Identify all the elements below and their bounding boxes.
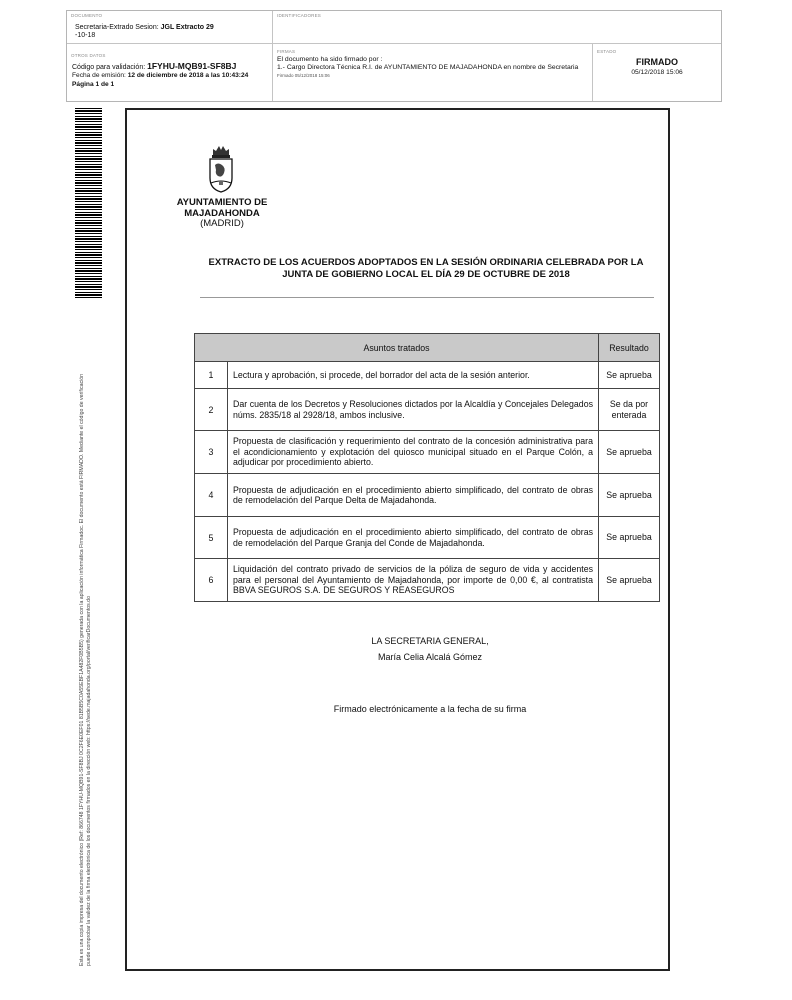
- document-title: [198, 257, 654, 281]
- row-result: Se aprueba: [599, 474, 660, 517]
- firmas-line2: 1.- Cargo Directora Técnica R.I. de AYUNTAMIENTO DE MAJADAHONDA en nombre de Secretaria: [277, 64, 579, 71]
- coat-of-arms-icon: [207, 145, 235, 193]
- validation-code: 1FYHU-MQB91-SF8BJ: [147, 61, 237, 71]
- estado-value: FIRMADO: [636, 57, 678, 67]
- table-header-row: [195, 334, 660, 362]
- organization-name: [168, 198, 276, 230]
- row-number: 5: [195, 517, 228, 559]
- signer-name: María Celia Alcalá Gómez: [377, 652, 483, 662]
- documento-prefix: Secretaria-Extrado Sesion:: [75, 24, 161, 31]
- row-result: Se aprueba: [599, 362, 660, 389]
- row-result: Se aprueba: [599, 517, 660, 559]
- estado-date: 05/12/2018 15:06: [631, 69, 683, 76]
- documento-value: [75, 24, 214, 40]
- title-rule: [200, 297, 654, 298]
- row-result: Se aprueba: [599, 431, 660, 474]
- documento-line2: -10-18: [75, 32, 96, 39]
- row-result: Se aprueba: [599, 559, 660, 602]
- side-legal-line1: Esta es una copia impresa del documento electrónico (Ref: 866748 1FYHU-MQB91-SF8BJ 0C2F6E0EF01 81B5B5C0A55EBF1A482F0B5B5) generada con la aplicación informática Firmadoc. El documento está FIRMADO. Mediante el código de verificación: [79, 374, 85, 966]
- row-number: 4: [195, 474, 228, 517]
- row-number: 2: [195, 389, 228, 431]
- otros-datos-label: OTROS DATOS: [71, 53, 106, 58]
- page-count: Página 1 de 1: [72, 81, 115, 88]
- side-legal-line2: puede comprobar la validez de la firma electrónica de los documentos firmados en la dirección web: https://sede.majadahonda.org/portal/verificarDocumentos.do: [85, 596, 92, 966]
- row-number: 3: [195, 431, 228, 474]
- emission-date: 12 de diciembre de 2018 a las 10:43:24: [127, 72, 249, 79]
- table-row: [195, 431, 660, 474]
- row-subject: Propuesta de adjudicación en el procedimiento abierto simplificado, del contrato de obras de remodelación del Parque Granja del Conde de Majadahonda.: [228, 517, 599, 559]
- col-header-subjects: Asuntos tratados: [195, 334, 599, 362]
- org-line1: AYUNTAMIENTO DE: [176, 197, 268, 208]
- row-result: Se da por enterada: [599, 389, 660, 431]
- documento-bold: JGL Extracto 29: [160, 24, 214, 31]
- emission-date-line: [72, 72, 248, 80]
- col-header-result: Resultado: [599, 334, 660, 362]
- table-row: [195, 474, 660, 517]
- identificadores-cell: [273, 11, 721, 44]
- row-subject: Propuesta de adjudicación en el procedimiento abierto simplificado, del contrato de obras de remodelación del Parque Delta de Majadahonda.: [228, 474, 599, 517]
- signature-note: Firmado electrónicamente a la fecha de su firma: [333, 704, 527, 714]
- table-row: [195, 517, 660, 559]
- codigo-label: Código para validación:: [72, 64, 148, 71]
- barcode: [75, 108, 102, 300]
- fecha-label: Fecha de emisión:: [72, 72, 128, 79]
- firmas-label: FIRMAS: [277, 49, 296, 54]
- table-row: [195, 559, 660, 602]
- table-row: [195, 389, 660, 431]
- otros-datos-cell: [67, 44, 273, 101]
- firmas-line3: Firmado 05/12/2018 15:06: [277, 73, 330, 78]
- documento-label: DOCUMENTO: [71, 13, 103, 18]
- estado-cell: [593, 44, 721, 101]
- side-legal-text: [79, 276, 92, 966]
- org-line3: (MADRID): [200, 218, 244, 229]
- documento-cell: [67, 11, 273, 44]
- row-number: 1: [195, 362, 228, 389]
- firmas-cell: [273, 44, 593, 101]
- org-line2: MAJADAHONDA: [184, 207, 260, 219]
- signer-role: LA SECRETARIA GENERAL,: [371, 636, 489, 646]
- estado-label: ESTADO: [597, 49, 617, 54]
- row-subject: Dar cuenta de los Decretos y Resoluciones dictados por la Alcaldía y Concejales Delegados núms. 2835/18 al 2928/18, ambos inclusive.: [228, 389, 599, 431]
- title-line1: EXTRACTO DE LOS ACUERDOS ADOPTADOS EN LA SESIÓN ORDINARIA CELEBRADA POR LA: [208, 257, 644, 268]
- signature-header-box: [66, 10, 722, 102]
- agenda-table: [194, 333, 660, 602]
- row-subject: Liquidación del contrato privado de servicios de la póliza de seguro de vida y accidentes para el personal del Ayuntamiento de Majadahonda, por importe de 0,00 €, al contratista BBVA SEGUROS S.A. DE SEGUROS Y REASEGUROS: [228, 559, 599, 602]
- title-line2: JUNTA DE GOBIERNO LOCAL EL DÍA 29 DE OCTUBRE DE 2018: [282, 269, 570, 280]
- validation-code-line: [72, 62, 236, 72]
- table-row: [195, 362, 660, 389]
- row-subject: Lectura y aprobación, si procede, del borrador del acta de la sesión anterior.: [228, 362, 599, 389]
- row-number: 6: [195, 559, 228, 602]
- row-subject: Propuesta de clasificación y requerimiento del contrato de la concesión administrativa para el acondicionamiento y explotación del quiosco municipal situado en el Parque Colón, a adjudicar por procedimiento abierto.: [228, 431, 599, 474]
- identificadores-label: IDENTIFICADORES: [277, 13, 322, 18]
- firmas-line1: El documento ha sido firmado por :: [277, 56, 383, 63]
